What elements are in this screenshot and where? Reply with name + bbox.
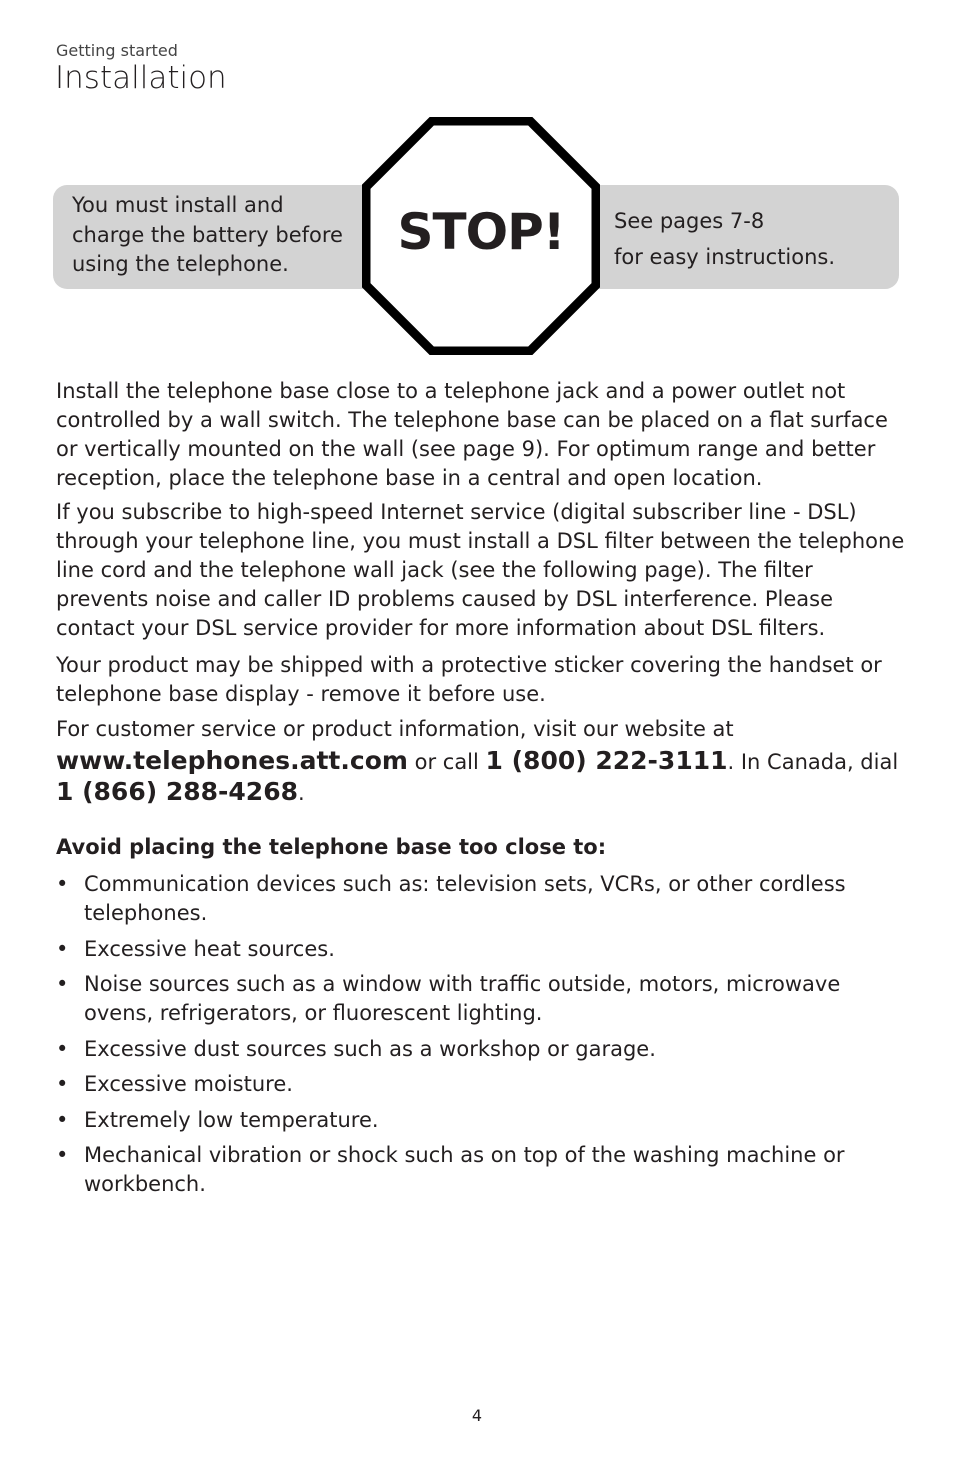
paragraph-dsl: If you subscribe to high-speed Internet service (digital subscriber line - DSL) through your telephone line, you must install a DSL filter between the telephone line cord and the telephone wall jack (see the following page). The filter prevents noise and caller ID problems caused by DSL interference. Please contact your DSL service provider for more information about DSL filters. <box>56 500 905 640</box>
stop-right-line-2: for easy instructions. <box>614 245 836 269</box>
list-item-text: Excessive dust sources such as a workshop or garage. <box>84 1036 656 1061</box>
paragraph-sticker: Your product may be shipped with a protective sticker covering the handset or telephone base display - remove it before use. <box>56 653 882 706</box>
list-item <box>56 935 876 964</box>
stop-sign-text: STOP! <box>397 203 565 261</box>
list-item <box>56 970 876 1028</box>
list-item-text: Communication devices such as: television sets, VCRs, or other cordless telephones. <box>84 872 846 925</box>
list-item <box>56 1141 876 1199</box>
bullet-icon: • <box>56 972 69 996</box>
list-item <box>56 870 876 928</box>
avoid-heading: Avoid placing the telephone base too close to: <box>56 835 607 859</box>
bullet-icon: • <box>56 1143 69 1167</box>
list-item-text: Mechanical vibration or shock such as on top of the washing machine or workbench. <box>84 1143 845 1196</box>
list-item-text: Excessive moisture. <box>84 1072 293 1096</box>
list-item-text: Noise sources such as a window with traffic outside, motors, microwave ovens, refrigerators, or fluorescent lighting. <box>84 972 841 1025</box>
list-item-text: Extremely low temperature. <box>84 1107 379 1132</box>
stop-left-text: You must install and charge the battery before using the telephone. <box>72 193 343 276</box>
website-link[interactable]: www.telephones.att.com <box>56 746 408 775</box>
avoid-list <box>56 870 876 1206</box>
list-item <box>56 1106 876 1135</box>
page-number: 4 <box>471 1406 483 1425</box>
list-item <box>56 1035 876 1064</box>
bullet-icon: • <box>56 1107 69 1132</box>
paragraph-customer-service: For customer service or product information, visit our website at <box>56 717 734 741</box>
section-label: Getting started <box>56 41 178 60</box>
bullet-icon: • <box>56 1072 69 1096</box>
paragraph-placement: Install the telephone base close to a telephone jack and a power outlet not controlled by a wall switch. The telephone base can be placed on a flat surface or vertically mounted on the wall (see page 9). For optimum range and better reception, place the telephone base in a central and open location. <box>56 379 888 490</box>
page-title: Installation <box>55 60 227 96</box>
contact-end: . <box>297 781 305 805</box>
or-call-text: or call <box>407 750 486 774</box>
list-item-text: Excessive heat sources. <box>84 936 335 961</box>
stop-right-line-1: See pages 7-8 <box>614 209 765 233</box>
list-item <box>56 1070 876 1099</box>
contact-line <box>56 746 916 808</box>
canada-phone-number: 1 (866) 288-4268 <box>56 777 298 806</box>
canada-text: . In Canada, dial <box>727 750 899 774</box>
stop-right-text <box>614 203 884 275</box>
bullet-icon: • <box>56 1036 69 1061</box>
phone-number: 1 (800) 222-3111 <box>485 746 728 775</box>
bullet-icon: • <box>56 872 69 896</box>
bullet-icon: • <box>56 936 69 961</box>
